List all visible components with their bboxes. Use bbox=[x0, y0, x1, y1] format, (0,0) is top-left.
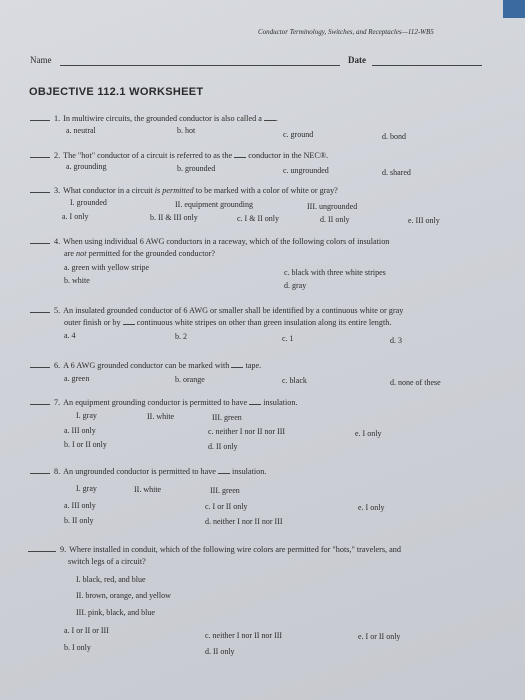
name-field[interactable] bbox=[60, 65, 340, 66]
option: c. 1 bbox=[282, 334, 294, 343]
option: c. ungrounded bbox=[283, 166, 329, 175]
option: c. neither I nor II nor III bbox=[205, 631, 283, 640]
list-item: II. brown, orange, and yellow bbox=[76, 591, 171, 600]
option: e. I only bbox=[358, 503, 385, 512]
list-item: I. black, red, and blue bbox=[76, 575, 146, 584]
list-item: III. pink, black, and blue bbox=[76, 608, 155, 617]
running-header: Conductor Terminology, Switches, and Receptacles—112-WB5 bbox=[258, 28, 434, 36]
option: b. II & III only bbox=[150, 213, 198, 222]
list-item: III. green bbox=[210, 486, 240, 495]
option: e. I only bbox=[355, 429, 382, 438]
option: a. III only bbox=[64, 501, 96, 510]
inline-blank bbox=[249, 404, 261, 405]
option: a. green with yellow stripe bbox=[64, 263, 150, 272]
option: a. neutral bbox=[66, 126, 96, 135]
question-7: 7. An equipment grounding conductor is permitted to have insulation. bbox=[30, 398, 298, 408]
name-label: Name bbox=[30, 55, 52, 65]
option: d. II only bbox=[205, 647, 235, 656]
inline-blank bbox=[123, 324, 135, 325]
list-item: I. gray bbox=[76, 411, 97, 420]
option: c. neither I nor II nor III bbox=[208, 427, 286, 436]
answer-blank[interactable] bbox=[30, 243, 50, 244]
answer-blank[interactable] bbox=[30, 192, 50, 193]
option: a. I or II or III bbox=[64, 626, 109, 635]
option: d. II only bbox=[208, 442, 238, 451]
option: c. black with three white stripes bbox=[284, 268, 386, 277]
question-2: 2. The "hot" conductor of a circuit is referred to as the conductor in the NEC®. bbox=[30, 151, 328, 161]
question-8: 8. An ungrounded conductor is permitted to have insulation. bbox=[30, 467, 266, 477]
list-item: I. grounded bbox=[70, 198, 107, 207]
answer-blank[interactable] bbox=[30, 367, 50, 368]
option: b. I only bbox=[64, 643, 91, 652]
question-4-continued: are not permitted for the grounded conductor? bbox=[64, 249, 215, 258]
page-title: OBJECTIVE 112.1 WORKSHEET bbox=[29, 86, 204, 98]
answer-blank[interactable] bbox=[30, 120, 50, 121]
date-label: Date bbox=[348, 55, 366, 65]
question-5: 5. An insulated grounded conductor of 6 AWG or smaller shall be identified by a continuous white or gray bbox=[30, 306, 403, 316]
answer-blank[interactable] bbox=[28, 551, 56, 552]
question-9: 9. Where installed in conduit, which of the following wire colors are permitted for "hots," travelers, and bbox=[28, 545, 401, 555]
date-field[interactable] bbox=[372, 65, 482, 66]
option: b. II only bbox=[64, 516, 94, 525]
option: d. gray bbox=[284, 281, 307, 290]
option: b. hot bbox=[177, 126, 196, 135]
question-9-continued: switch legs of a circuit? bbox=[68, 557, 146, 566]
question-6: 6. A 6 AWG grounded conductor can be marked with tape. bbox=[30, 361, 261, 371]
list-item: II. equipment grounding bbox=[175, 200, 253, 209]
question-5-continued: outer finish or by continuous white stripes on other than green insulation along its entire length. bbox=[64, 318, 392, 327]
option: d. neither I nor II nor III bbox=[205, 517, 283, 526]
list-item: II. white bbox=[147, 412, 175, 421]
inline-blank bbox=[234, 157, 246, 158]
inline-blank bbox=[264, 120, 276, 121]
option: b. grounded bbox=[177, 164, 216, 173]
name-date-row bbox=[30, 55, 490, 71]
option: d. none of these bbox=[390, 378, 441, 387]
option: d. 3 bbox=[390, 336, 402, 345]
option: d. bond bbox=[382, 132, 406, 141]
option: a. III only bbox=[64, 426, 96, 435]
inline-blank bbox=[218, 473, 230, 474]
option: c. black bbox=[282, 376, 307, 385]
option: d. shared bbox=[382, 168, 411, 177]
question-4: 4. When using individual 6 AWG conductors in a raceway, which of the following colors of insulation bbox=[30, 237, 389, 247]
option: b. 2 bbox=[175, 332, 187, 341]
list-item: II. white bbox=[134, 485, 162, 494]
list-item: III. ungrounded bbox=[307, 202, 358, 211]
option: a. I only bbox=[62, 212, 89, 221]
answer-blank[interactable] bbox=[30, 157, 50, 158]
list-item: I. gray bbox=[76, 484, 97, 493]
option: e. III only bbox=[408, 216, 440, 225]
page-corner-shadow bbox=[503, 0, 525, 18]
question-3: 3. What conductor in a circuit is permitted to be marked with a color of white or gray? bbox=[30, 186, 338, 196]
option: a. grounding bbox=[66, 162, 107, 171]
option: b. orange bbox=[175, 375, 205, 384]
list-item: III. green bbox=[212, 413, 242, 422]
question-1: 1. In multiwire circuits, the grounded conductor is also called a . bbox=[30, 114, 278, 124]
inline-blank bbox=[231, 367, 243, 368]
option: b. I or II only bbox=[64, 440, 107, 449]
option: e. I or II only bbox=[358, 632, 401, 641]
option: b. white bbox=[64, 276, 90, 285]
option: d. II only bbox=[320, 215, 350, 224]
option: a. green bbox=[64, 374, 90, 383]
answer-blank[interactable] bbox=[30, 312, 50, 313]
option: c. I or II only bbox=[205, 502, 248, 511]
option: c. I & II only bbox=[237, 214, 279, 223]
answer-blank[interactable] bbox=[30, 473, 50, 474]
option: a. 4 bbox=[64, 331, 76, 340]
option: c. ground bbox=[283, 130, 314, 139]
answer-blank[interactable] bbox=[30, 404, 50, 405]
